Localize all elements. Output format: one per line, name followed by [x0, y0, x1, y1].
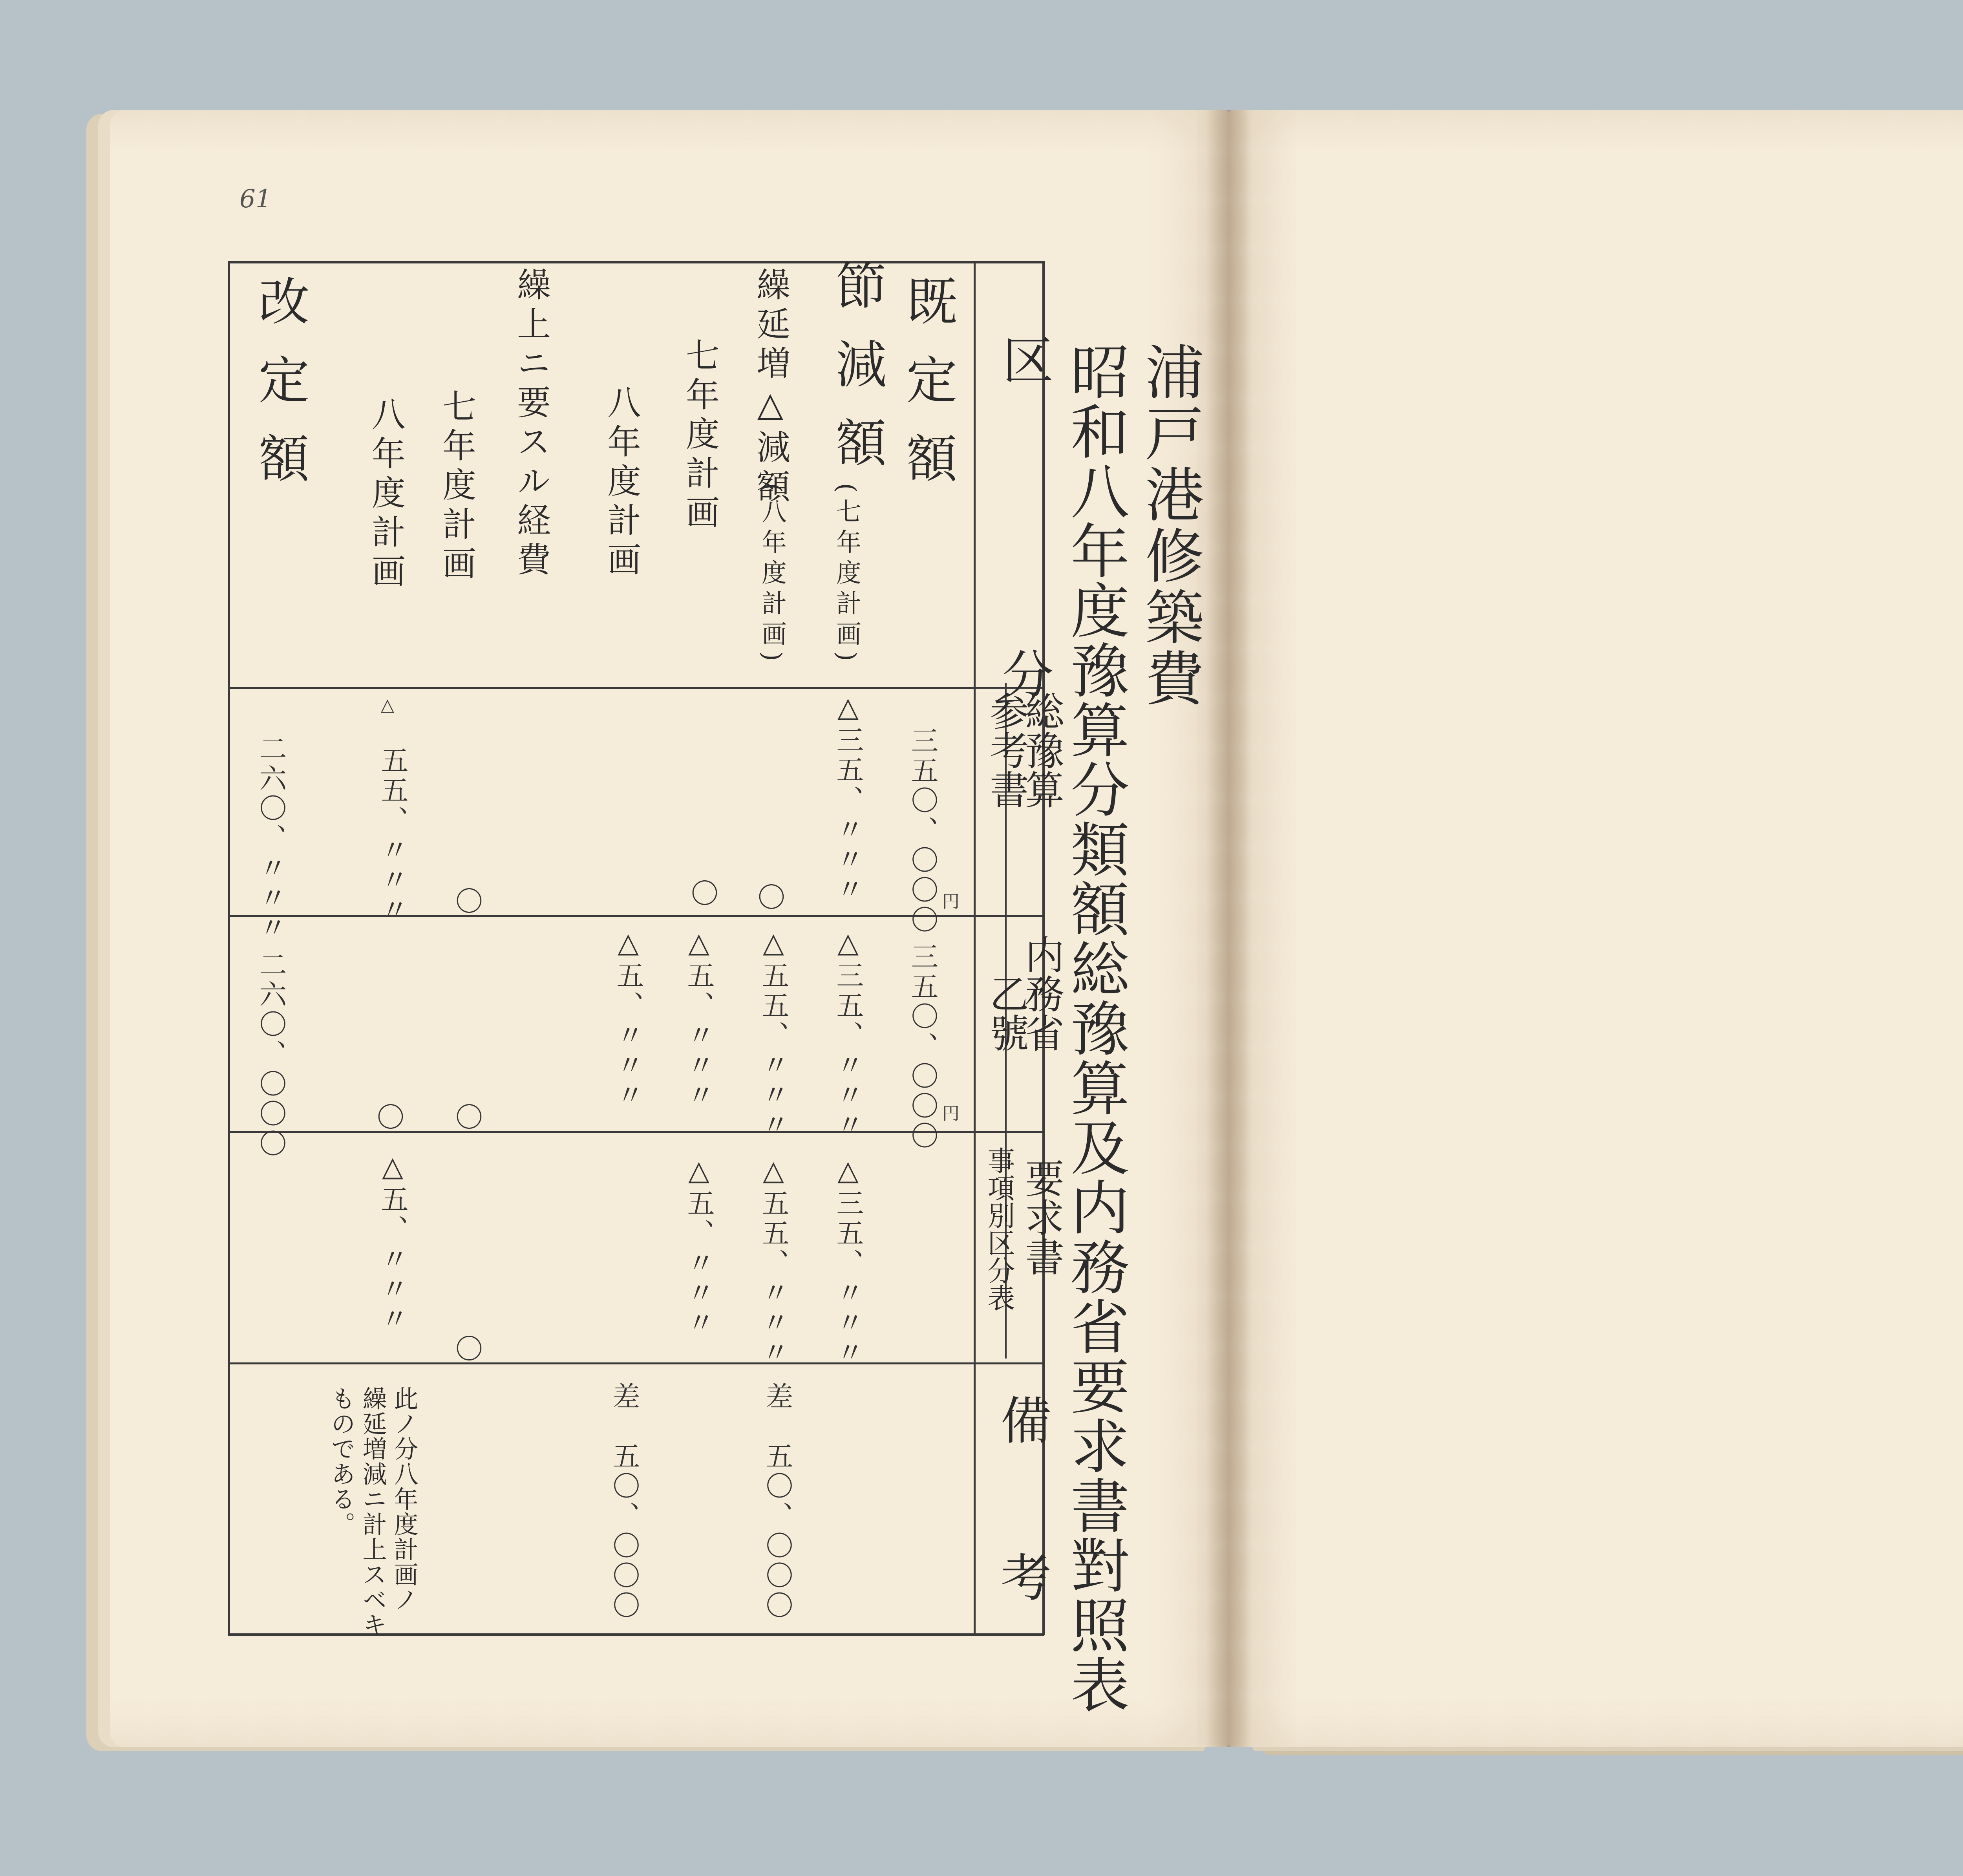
row-hachi-keikaku2: 八年度計画 [366, 397, 405, 593]
right-page [1229, 110, 1963, 1747]
header-col2-bottom: 乙號 [983, 974, 1029, 1052]
row-kuriage-label: 繰上ニ要スル経費 [511, 267, 550, 581]
c4-remark-a: 差 五〇、〇〇〇 [761, 1382, 793, 1621]
row-setsugen-paren: (七年度計画) [832, 483, 861, 667]
c3-nana-value: △五五、〃〃〃 [757, 1154, 790, 1368]
c1-kuriage-triangle: △ [381, 695, 397, 715]
header-col2-top: 内務省 [1018, 934, 1064, 1052]
c2-kitei-value: 三五〇、〇〇〇 [907, 942, 939, 1151]
c4-remark-b: 差 五〇、〇〇〇 [608, 1382, 640, 1621]
c2-setsugen-value: △三五、〃〃〃 [832, 927, 864, 1140]
c2-hachi-value: △五、〃〃〃 [683, 927, 715, 1110]
c4-note-line3: ものである。 [327, 1386, 356, 1537]
header-remarks: 備 考 [992, 1394, 1052, 1629]
page-number-left: 61 [239, 185, 272, 214]
row-kurinobe-label: 繰延増△減額 [751, 267, 790, 508]
c3-hachi-value: △五、〃〃〃 [683, 1154, 715, 1338]
c4-note-line1: 此ノ分八年度計画ノ [390, 1386, 419, 1612]
c2-yen-unit: 円 [942, 1104, 962, 1124]
header-col3-top: 要求書 [1018, 1158, 1064, 1276]
c3-k-nana-value: 〇 [455, 1333, 485, 1365]
c2-nana-value: △五五、〃〃〃 [757, 927, 790, 1140]
header-kubun: 区 分 [994, 334, 1054, 726]
document-title-line2: 昭和八年度豫算分類額総豫算及内務省要求書對照表 [1060, 342, 1129, 1714]
row-kurinobe-paren: (八年度計画) [757, 483, 786, 667]
c1-kuriage-value: 五五、〃〃〃 [377, 746, 409, 925]
document-title-line1: 浦戸港修築費 [1135, 342, 1203, 709]
c1-k-nana-value: 〇 [455, 885, 485, 918]
c1-hachi-value: 〇 [758, 881, 788, 914]
c1-yen-unit: 円 [942, 892, 962, 912]
row-setsugen-label: 節減額 [827, 259, 887, 495]
header-col1-bottom: 参考書 [983, 691, 1029, 809]
row-kitei-label: 既定額 [898, 275, 958, 510]
header-col1-top: 総豫算 [1018, 691, 1064, 809]
c2-kuriage-value: △五、〃〃〃 [612, 927, 644, 1110]
c3-kuriage-value: △五、〃〃〃 [377, 1150, 409, 1334]
c2-kaitei-value: 二六〇、〇〇〇 [255, 950, 287, 1159]
row-nana-keikaku: 七年度計画 [680, 338, 719, 534]
c1-setsugen-value: △三五、〃〃〃 [832, 691, 864, 905]
row-nana-keikaku2: 七年度計画 [437, 389, 476, 585]
c3-setsugen-value: △三五、〃〃〃 [832, 1154, 864, 1368]
row-hachi-keikaku: 八年度計画 [601, 385, 641, 581]
c1-kaitei-value: 二六〇、〃〃〃 [255, 734, 287, 943]
header-col3-bottom: 事項別区分表 [983, 1146, 1015, 1311]
c1-kitei-value: 三五〇、〇〇〇 [907, 726, 939, 935]
spine-shadow [1205, 110, 1252, 1747]
c2-k-hachi-value: 〇 [377, 1101, 407, 1134]
c4-note-line2: 繰延増減ニ計上スベキ [358, 1386, 387, 1637]
c1-nana-value: 〇 [691, 878, 721, 910]
c2-k-nana-value: 〇 [455, 1101, 485, 1134]
row-kaitei-label: 改定額 [250, 275, 310, 510]
